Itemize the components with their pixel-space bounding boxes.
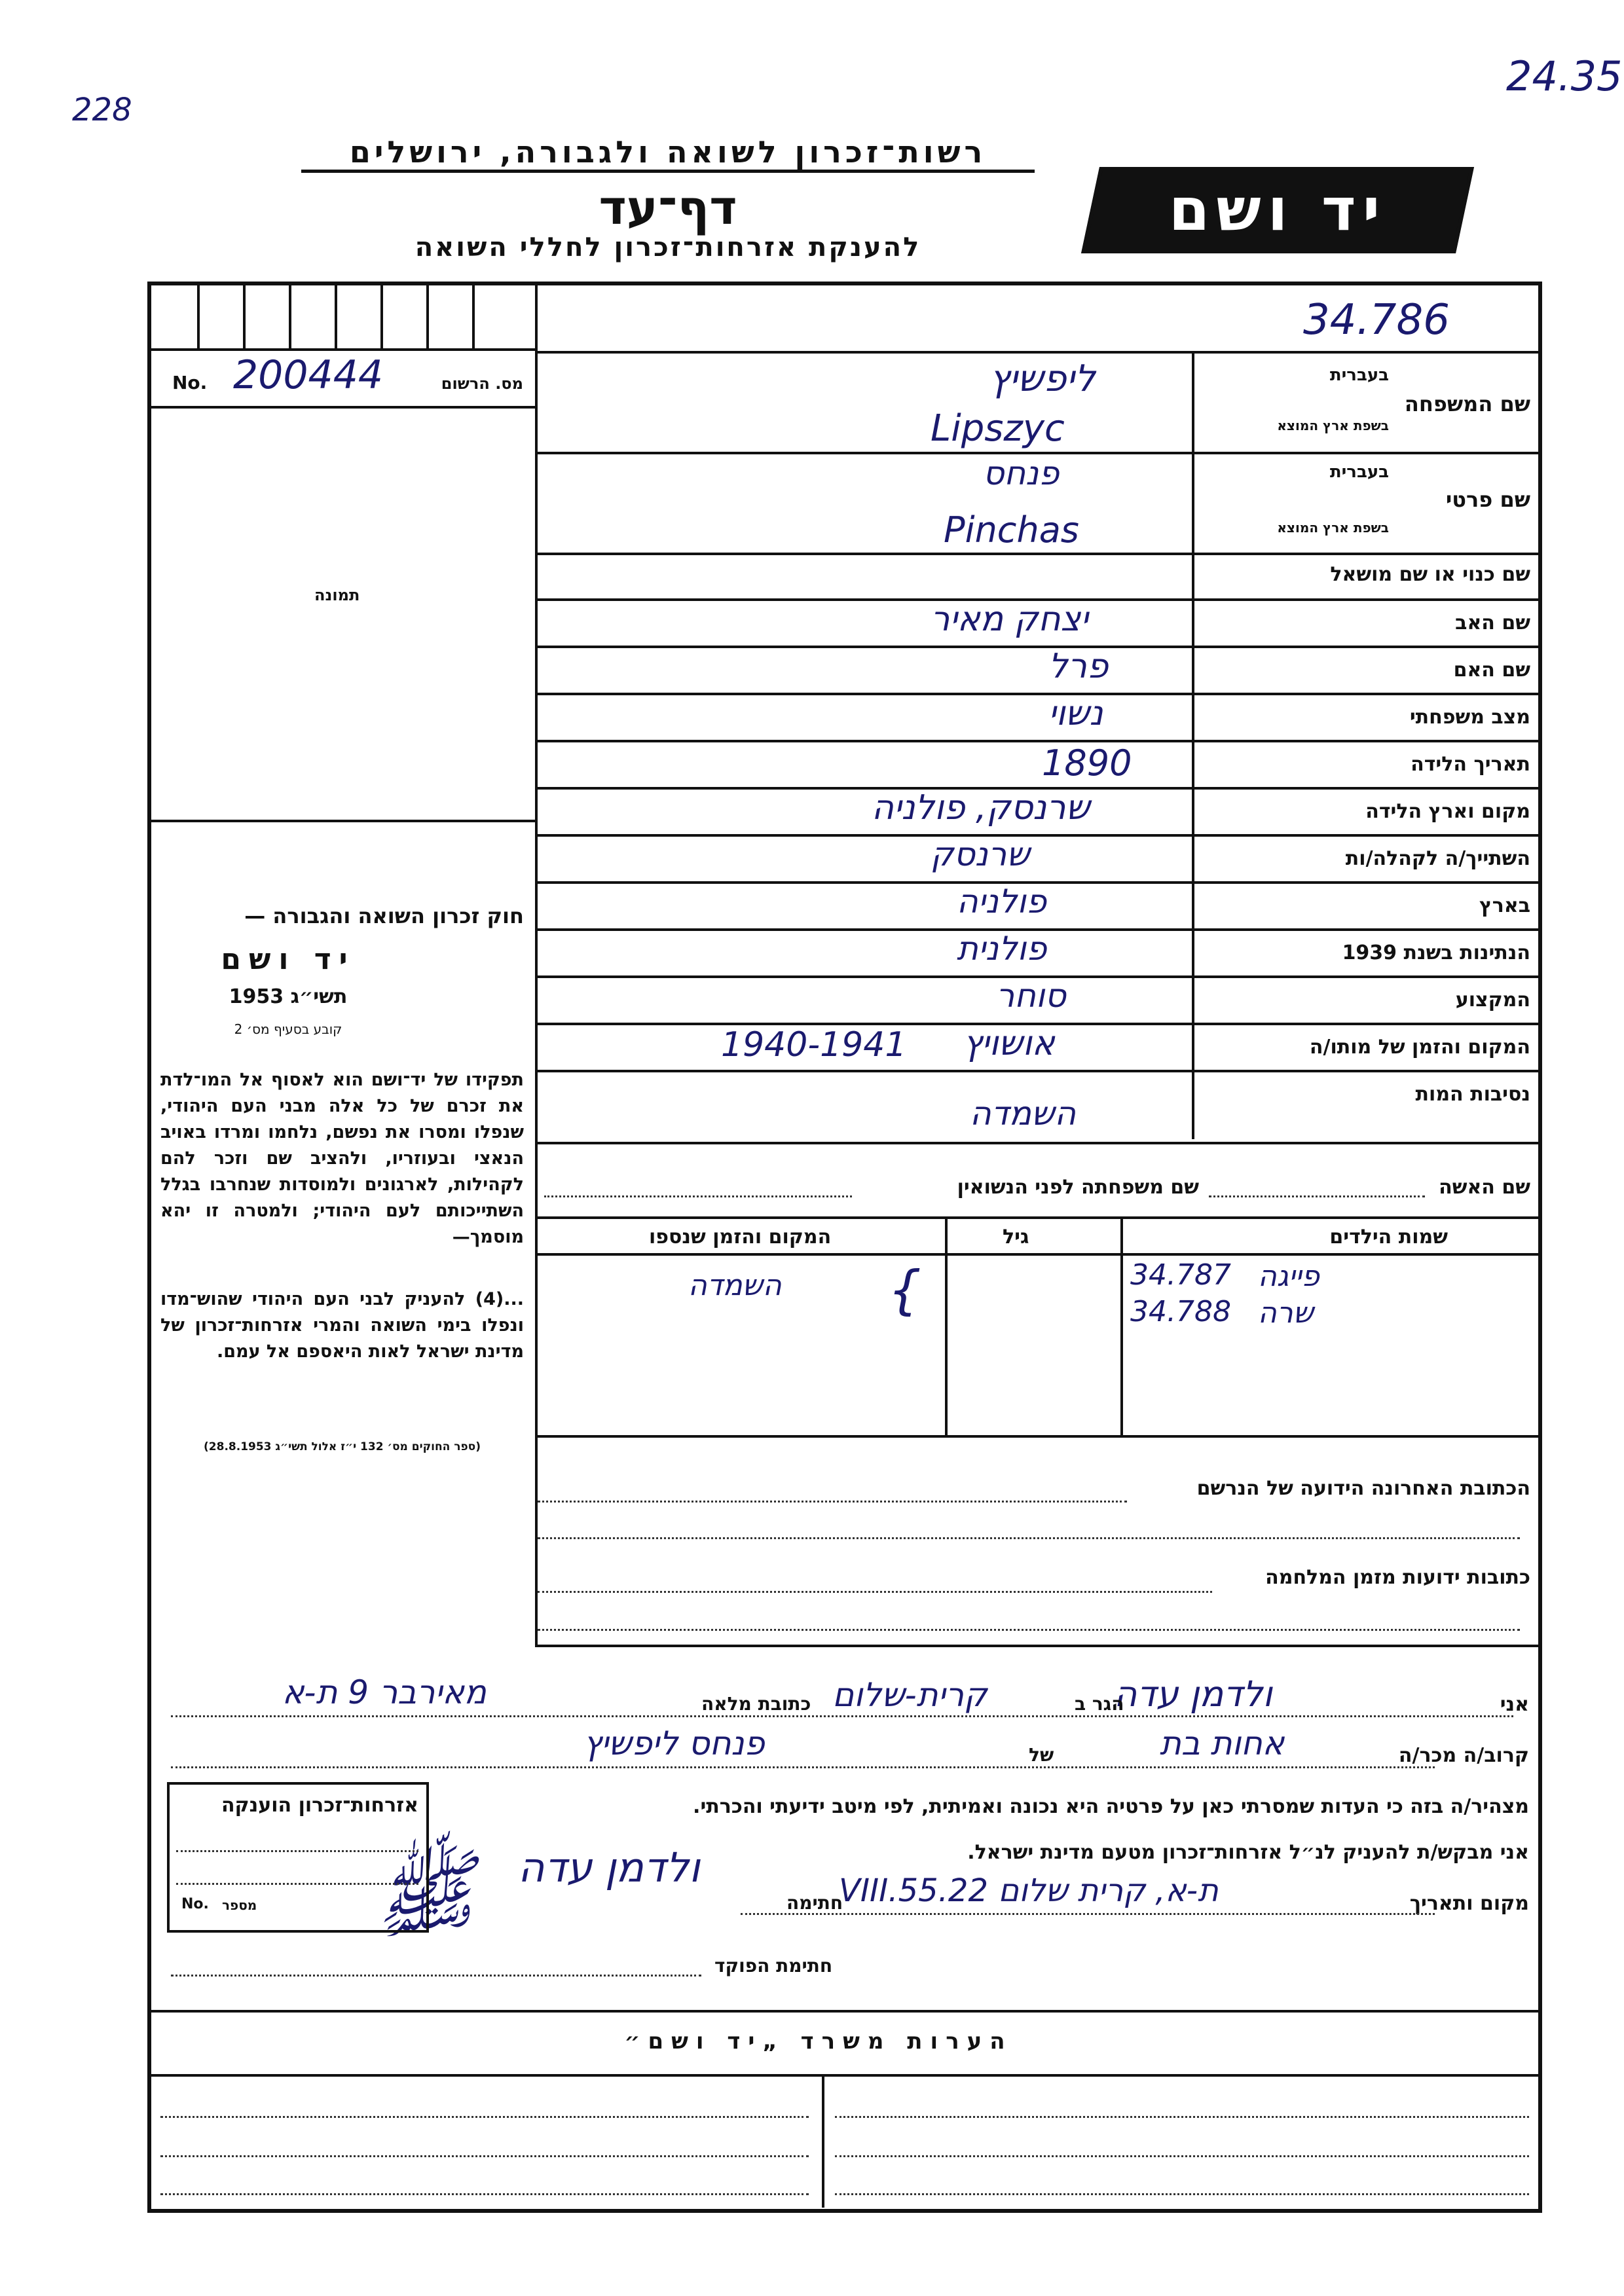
birth-date-label: תאריך הלידה [1411,753,1530,776]
grant-number-he: מספר [222,1897,257,1913]
registration-label-en: No. [172,372,208,393]
surname-sub-hebrew: בעברית [1329,365,1389,385]
declarant-name: ולדמן עדה [1114,1673,1272,1715]
law-citation: (ספר החוקים מס׳ 132 י״ז אלול תשי״ג 28.8.1953) [204,1440,481,1453]
declarant-address-label: כתובת מלאה [701,1693,811,1715]
given-name-sub-origin: בשפת ארץ המוצא [1277,520,1389,536]
community-value: שרנסק [931,835,1030,873]
notes-left-3 [160,2193,809,2195]
marital-status-value: נשוי [1048,694,1103,733]
office-notes-rule [151,2074,1538,2077]
registration-value: 200444 [233,352,384,398]
death-years-value: 1940-1941 [721,1025,907,1065]
community-field [538,834,1540,884]
child-2-number: 34.788 [1130,1295,1231,1328]
child-1-number: 34.787 [1130,1258,1231,1292]
wartime-dots-2 [538,1629,1520,1631]
margin-note-left: 228 [72,92,132,128]
declarant-line-2 [171,1766,1435,1768]
profession-value: סוחר [996,977,1066,1015]
community-label: השתייך/ה לקהלה/ות [1345,847,1530,870]
brace-mark: { [888,1260,921,1321]
grant-number-en: No. [181,1896,209,1912]
children-header-age: גיל [1003,1226,1029,1248]
notes-right-1 [835,2116,1529,2118]
margin-note-right: 24.35 [1506,52,1623,100]
given-name-field [538,454,1540,555]
yad-vashem-logo [1081,167,1474,253]
children-col-divider-2 [945,1219,948,1435]
officer-line [171,1975,701,1977]
declarant-address-value: מאירבר 9 ת-א [282,1673,487,1711]
addresses-section [538,1438,1540,1647]
spouse-row [538,1144,1540,1219]
mother-value: פרל [1048,647,1109,686]
mother-label: שם האם [1453,659,1530,682]
place-date-label: מקום ותאריך [1409,1892,1529,1915]
marital-status-label: מצב משפחתי [1409,706,1530,729]
registration-label-he: מס. הרשום [441,374,523,393]
children-header-row [538,1219,1540,1256]
surname-sub-origin: בשפת ארץ המוצא [1277,418,1389,433]
relation-value: אחות בת [1160,1724,1285,1762]
declarant-line-3 [741,1913,1435,1915]
declarant-bottom-rule [151,2010,1538,2013]
child-1-place: השמדה [688,1269,782,1302]
relation-of-label: של [1029,1744,1054,1766]
death-circumstances-label: נסיבות המות [1415,1083,1530,1106]
last-address-dots-1 [538,1501,1127,1503]
given-name-value-latin: Pinchas [944,509,1079,551]
form-title: דף־עד [599,180,737,235]
form-subtitle: להענקת אזרחות־זכרון לחללי השואה [415,232,921,263]
grant-dots-1 [176,1850,418,1852]
father-value: יצחק מאיר [931,600,1088,639]
surname-value-hebrew: ליפשיץ [989,357,1096,400]
profession-label: המקצוע [1455,989,1530,1011]
surname-value-latin: Lipszyc [931,407,1065,450]
given-name-value-hebrew: פנחס [983,454,1060,492]
notes-right-3 [835,2193,1529,2195]
declarant-ani-label: אני [1500,1693,1529,1716]
birth-place-label: מקום וארץ הלידה [1365,800,1530,823]
death-place-field [538,1023,1540,1072]
grant-box-title: אזרחות־זכרון הוענקה [221,1794,418,1817]
declarant-signature: ולדמן עדה [518,1844,700,1891]
office-notes-divider [822,2077,824,2208]
birth-date-field [538,740,1540,790]
officer-signature-label: חתימת הפוקד [714,1955,833,1977]
father-field [538,598,1540,648]
profession-field [538,975,1540,1025]
country-field [538,881,1540,931]
declarant-lives-value: קרית-שלום [832,1676,987,1714]
declarant-line-1 [171,1715,1513,1717]
relation-of-name: פנחס ליפשיץ [583,1724,765,1762]
relation-label: קרוב/ה מכר/ה [1398,1744,1529,1767]
children-table [538,1219,1540,1438]
office-notes-title: הערות משרד „יד ושם״ [624,2028,1013,2054]
last-address-label: הכתובת האחרונה הידועה של הנרשם [1196,1477,1530,1500]
photo-bottom-rule [151,820,535,822]
statement-1: מצהיר/ה בזה כי העדות שמסרתי כאן על פרטיה היא נכונה ואמיתית, לפי מיטב ידיעתי והכרתי. [693,1795,1529,1818]
children-col-divider-1 [1120,1219,1123,1435]
declarant-lives-label: הגר ב [1075,1693,1124,1715]
place-date-value: ת-א, קרית שלום 22.VIII.55 [839,1872,1219,1909]
birth-place-field [538,787,1540,837]
notes-left-1 [160,2116,809,2118]
grant-box [167,1782,429,1933]
wartime-dots-1 [538,1591,1212,1593]
spouse-maiden-label: שם משפחתה לפני הנשואין [957,1176,1199,1199]
birth-date-value: 1890 [1042,742,1132,784]
death-circumstances-field [538,1070,1540,1144]
citizenship-field [538,928,1540,978]
death-place-label: המקום והזמן של מותו/ה [1309,1036,1530,1059]
wartime-address-label: כתובות ידועות מזמן המלחמה [1265,1566,1530,1589]
mother-field [538,646,1540,695]
birth-place-value: שרנסק, פולניה [872,788,1090,828]
logo-text: יד ושם [1168,175,1387,244]
death-circumstances-value: השמדה [970,1095,1077,1133]
officer-signature-mark: ﷺ [365,1838,482,1952]
code-boxes [151,285,538,351]
nickname-label: שם כנוי או שם מושאל [1330,563,1530,586]
surname-field [538,354,1540,454]
law-name: יד ושם [221,943,356,976]
notes-left-2 [160,2155,809,2157]
last-address-dots-2 [538,1537,1520,1539]
citizenship-label: הנתינות בשנת 1939 [1342,941,1530,964]
signature-label: חתימה [786,1892,843,1914]
law-text-2: ...(4) להעניק לבני העם היהודי שהוש־מדו ונפלו בימי השואה והמרי אזרחות־זכרון של מדינת ישראל לאות היאספם אל עמם. [160,1289,524,1362]
death-place-value: אושויץ [963,1024,1055,1063]
marital-status-field [538,693,1540,742]
photo-label: תמונה [314,586,360,604]
grant-dots-2 [176,1883,418,1885]
child-2-name: שרה [1258,1296,1314,1330]
registration-row [151,354,535,409]
children-header-place: המקום והזמן שנספו [649,1226,832,1248]
spouse-maiden-dots [544,1195,852,1197]
statement-2: אני מבקש/ת להעניק לנ״ל אזרחות־זכרון מטעם מדינת ישראל. [967,1841,1529,1864]
nickname-field [538,553,1540,601]
law-text-1: תפקידו של יד־ושם הוא לאסוף אל המו־לדת את זכרם של כל אלה מבני העם היהודי, שנפלו ומסרו את נפשם, נלחמו ומרדו באויב הנאצי ובעוזריו, ולהציב שם וזכר להם לקהילות, לארגונים ולמוסדות שנחרבו בגלל השתייכותם לעם היהודי; ולמטרה זו יהא מוסמך— [160,1070,524,1247]
surname-label: שם המשפחה [1404,392,1530,416]
child-1-name: פייגה [1258,1260,1320,1293]
notes-right-2 [835,2155,1529,2157]
given-name-sub-hebrew: בעברית [1329,462,1389,482]
given-name-label: שם פרטי [1445,487,1530,512]
father-label: שם האב [1455,611,1530,634]
law-clause: קובע בסעיף מס׳ 2 [234,1021,342,1037]
country-label: בארץ [1479,894,1530,917]
law-year: תשי״ג 1953 [229,985,348,1008]
children-header-names: שמות הילדים [1329,1226,1448,1248]
law-title: חוק זכרון השואה והגבורה — [244,903,524,928]
page-number: 34.786 [1303,296,1450,344]
spouse-dots [1209,1195,1425,1197]
authority-line: רשות־זכרון לשואה ולגבורה, ירושלים [301,134,1035,173]
spouse-label: שם האשה [1439,1176,1530,1199]
country-value: פולניה [957,883,1047,920]
citizenship-value: פולנית [957,930,1047,968]
